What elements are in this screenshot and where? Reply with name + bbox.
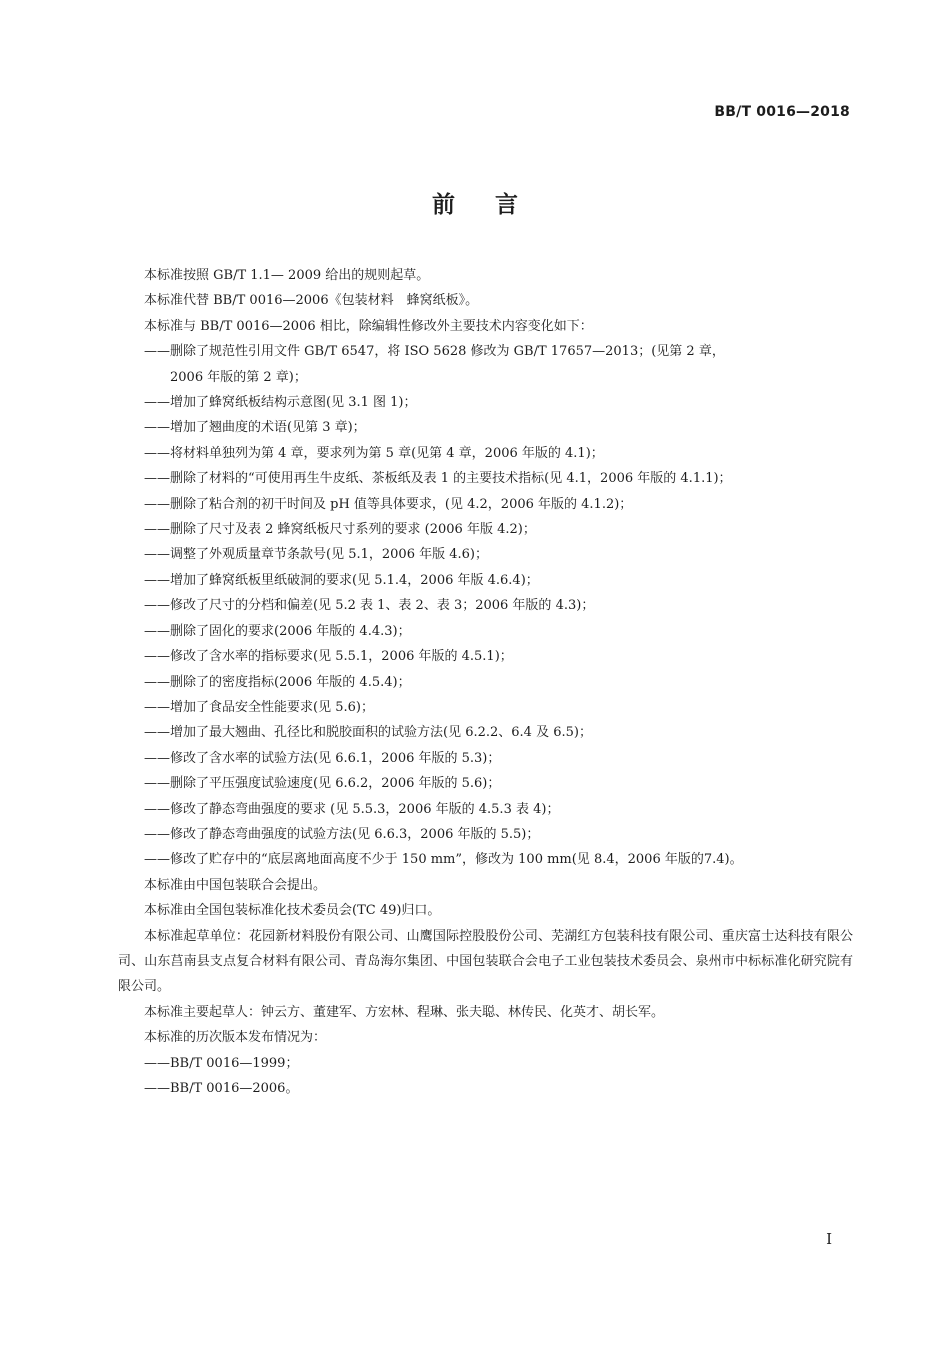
change-item: ——删除了粘合剂的初干时间及 pH 值等具体要求，(见 4.2，2006 年版的 4.1.2)； (144, 496, 633, 512)
change-item: ——删除了尺寸及表 2 蜂窝纸板尺寸系列的要求 (2006 年版 4.2)； (144, 522, 536, 538)
change-item: ——删除了材料的“可使用再生牛皮纸、茶板纸及表 1 的主要技术指标(见 4.1，2006 年版的 4.1.1)； (144, 471, 732, 487)
change-item: ——修改了含水率的试验方法(见 6.6.1，2006 年版的 5.3)； (144, 750, 501, 766)
history-intro: 本标准的历次版本发布情况为： (144, 1030, 327, 1046)
change-item: ——增加了最大翘曲、孔径比和脱胶面积的试验方法(见 6.2.2、6.4 及 6.5)； (144, 725, 592, 741)
change-item: ——增加了蜂窝纸板里纸破洞的要求(见 5.1.4，2006 年版 4.6.4)； (144, 572, 539, 588)
change-item: ——调整了外观质量章节条款号(见 5.1，2006 年版 4.6)； (144, 547, 488, 563)
change-item: ——删除了的密度指标(2006 年版的 4.5.4)； (144, 674, 411, 690)
change-item: ——修改了静态弯曲强度的试验方法(见 6.6.3，2006 年版的 5.5)； (144, 826, 540, 842)
change-item: ——删除了固化的要求(2006 年版的 4.4.3)； (144, 623, 411, 639)
change-item: ——增加了蜂窝纸板结构示意图(见 3.1 图 1)； (144, 395, 417, 411)
change-item (118, 339, 853, 390)
history-item: ——BB/T 0016—2006。 (144, 1081, 299, 1096)
change-item: ——修改了尺寸的分档和偏差(见 5.2 表 1、表 2、表 3；2006 年版的 4.3)； (144, 598, 595, 614)
change-item-continuation: 2006 年版的第 2 章)； (170, 369, 307, 385)
intro-paragraph: 本标准按照 GB/T 1.1— 2009 给出的规则起草。 (144, 268, 430, 283)
change-item-line: ——删除了规范性引用文件 GB/T 6547，将 ISO 5628 修改为 GB/T 17657—2013；(见第 2 章， (144, 344, 725, 360)
change-item: ——增加了翘曲度的术语(见第 3 章)； (144, 420, 366, 436)
change-item: ——将材料单独列为第 4 章，要求列为第 5 章(见第 4 章，2006 年版的 4.1)； (144, 445, 604, 461)
intro-paragraph: 本标准代替 BB/T 0016—2006《包装材料 蜂窝纸板》。 (144, 293, 479, 309)
change-item: ——修改了贮存中的“底层离地面高度不少于 150 mm”，修改为 100 mm(见 8.4，2006 年版的7.4)。 (144, 852, 743, 868)
proposer-paragraph: 本标准由中国包装联合会提出。 (144, 877, 327, 893)
drafting-units-paragraph (118, 924, 853, 1000)
page-title: 前言 (432, 192, 558, 218)
standard-code: BB/T 0016—2018 (714, 104, 850, 120)
change-item: ——删除了平压强度试验速度(见 6.6.2，2006 年版的 5.6)； (144, 776, 501, 792)
change-item: ——修改了静态弯曲强度的要求 (见 5.5.3，2006 年版的 4.5.3 表 4)； (144, 801, 560, 817)
foreword-body (118, 263, 853, 1101)
change-item: ——修改了含水率的指标要求(见 5.5.1，2006 年版的 4.5.1)； (144, 649, 513, 665)
committee-paragraph: 本标准由全国包装标准化技术委员会(TC 49)归口。 (144, 903, 441, 919)
drafting-units-text: 本标准起草单位：花园新材料股份有限公司、山鹰国际控股股份公司、芜湖红方包装科技有限公司、重庆富士达科技有限公司、山东莒南县支点复合材料有限公司、青岛海尔集团、中国包装联合会电子工业包装技术委员会、泉州市中标标准化研究院有限公司。 (118, 928, 853, 995)
drafters-paragraph: 本标准主要起草人：钟云方、董建军、方宏林、程琳、张夫聪、林传民、化英才、胡长军。 (144, 1004, 665, 1020)
intro-paragraph: 本标准与 BB/T 0016—2006 相比，除编辑性修改外主要技术内容变化如下： (144, 318, 593, 334)
page-number: I (826, 1230, 832, 1248)
change-item: ——增加了食品安全性能要求(见 5.6)； (144, 699, 374, 715)
history-item: ——BB/T 0016—1999； (144, 1055, 299, 1071)
